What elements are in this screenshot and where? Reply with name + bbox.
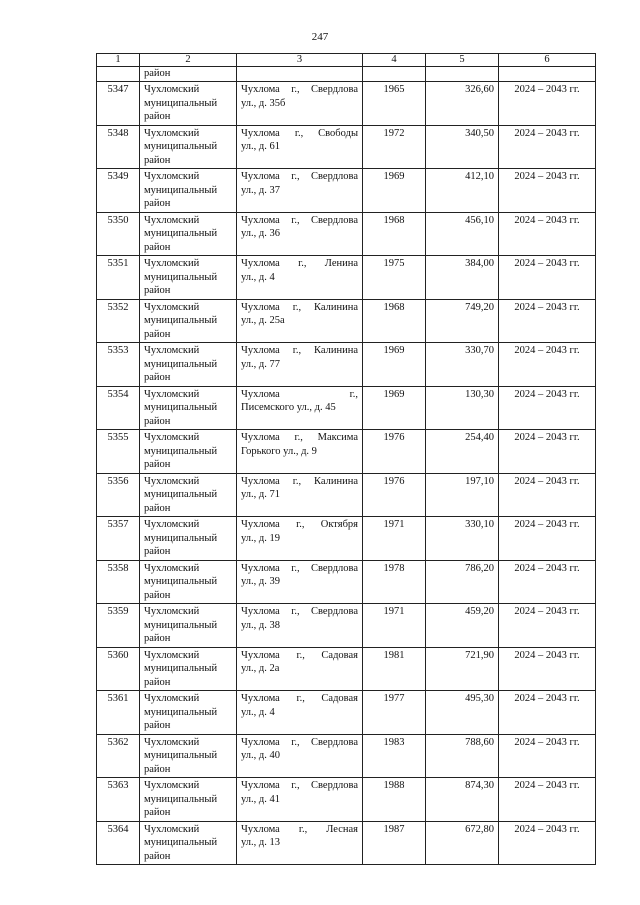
table-row: [97, 734, 596, 778]
table-row: [97, 82, 596, 126]
district-cell: [140, 430, 237, 474]
year-cell: 1977: [363, 691, 426, 735]
address-line: Чухлома г., Свердлова: [241, 606, 358, 617]
district-line: муниципальный: [144, 532, 218, 544]
address-line: ул., д. 4: [241, 271, 275, 283]
district-line: район: [144, 328, 171, 340]
district-cell: [140, 299, 237, 343]
row-number: 5349: [97, 169, 140, 213]
area-cell: 330,10: [426, 517, 499, 561]
year-cell: 1987: [363, 821, 426, 865]
district-cell: [140, 517, 237, 561]
area-cell: 456,10: [426, 212, 499, 256]
address-line: ул., д. 77: [241, 358, 280, 370]
address-cell: [237, 212, 363, 256]
district-line: муниципальный: [144, 619, 218, 631]
area-cell: 874,30: [426, 778, 499, 822]
district-line: муниципальный: [144, 358, 218, 370]
district-line: район: [144, 720, 171, 731]
address-line: Чухлома г., Калинина: [241, 475, 358, 487]
period-cell: 2024 – 2043 гг.: [499, 343, 596, 387]
district-cell: [140, 647, 237, 691]
row-number: 5356: [97, 473, 140, 517]
row-number: 5357: [97, 517, 140, 561]
district-line: муниципальный: [144, 576, 218, 587]
district-line: Чухломский: [144, 127, 200, 139]
period-cell: 2024 – 2043 гг.: [499, 169, 596, 213]
address-line: ул., д. 38: [241, 619, 280, 631]
period-cell: 2024 – 2043 гг.: [499, 560, 596, 604]
district-line: муниципальный: [144, 663, 218, 674]
area-cell: 130,30: [426, 386, 499, 430]
district-line: район: [144, 763, 171, 775]
row-number: 5350: [97, 212, 140, 256]
year-cell: 1971: [363, 517, 426, 561]
address-cell: [237, 560, 363, 604]
row-number: 5360: [97, 647, 140, 691]
table-row: [97, 256, 596, 300]
column-header-5: 5: [426, 54, 499, 67]
year-cell: 1976: [363, 473, 426, 517]
address-line: ул., д. 36: [241, 228, 280, 239]
row-number: 5351: [97, 256, 140, 300]
address-line: ул., д. 71: [241, 489, 280, 500]
period-cell: 2024 – 2043 гг.: [499, 517, 596, 561]
district-cell: [140, 343, 237, 387]
district-line: муниципальный: [144, 184, 218, 196]
column-header-3: 3: [237, 54, 363, 67]
area-cell: 340,50: [426, 125, 499, 169]
district-cell: [140, 82, 237, 126]
address-cell: [237, 386, 363, 430]
period-cell: 2024 – 2043 гг.: [499, 778, 596, 822]
area-cell: 326,60: [426, 82, 499, 126]
area-cell: 672,80: [426, 821, 499, 865]
address-cell: [237, 473, 363, 517]
row-number: 5354: [97, 386, 140, 430]
year-cell: 1971: [363, 604, 426, 648]
district-line: район: [144, 589, 171, 601]
address-line: Чухлома г., Лесная: [241, 823, 358, 835]
year-cell: 1975: [363, 256, 426, 300]
row-number: 5364: [97, 821, 140, 865]
address-line: Чухлома г., Садовая: [241, 649, 358, 661]
address-line: Чухлома г., Свердлова: [241, 562, 358, 574]
row-number: 5355: [97, 430, 140, 474]
table-row: [97, 430, 596, 474]
district-cell: [140, 560, 237, 604]
year-cell: 1983: [363, 734, 426, 778]
district-cell: [140, 473, 237, 517]
period-cell: 2024 – 2043 гг.: [499, 256, 596, 300]
period-cell: 2024 – 2043 гг.: [499, 299, 596, 343]
period-cell: 2024 – 2043 гг.: [499, 125, 596, 169]
district-line: Чухломский: [144, 432, 200, 443]
table-row: [97, 473, 596, 517]
area-cell: 786,20: [426, 560, 499, 604]
address-line: Чухлома г., Ленина: [241, 258, 358, 269]
address-line: Чухлома г.,: [241, 388, 358, 400]
area-cell: 721,90: [426, 647, 499, 691]
row-number: 5362: [97, 734, 140, 778]
district-line: район: [144, 676, 171, 688]
area-cell: 495,30: [426, 691, 499, 735]
period-cell: 2024 – 2043 гг.: [499, 430, 596, 474]
year-cell: 1981: [363, 647, 426, 691]
area-cell: 330,70: [426, 343, 499, 387]
address-line: Писемского ул., д. 45: [241, 402, 336, 413]
address-line: ул., д. 37: [241, 184, 280, 196]
district-cell: [140, 734, 237, 778]
address-line: Чухлома г., Октября: [241, 519, 358, 530]
address-line: ул., д. 40: [241, 750, 280, 761]
district-cell: [140, 604, 237, 648]
year-cell: 1968: [363, 299, 426, 343]
district-line: муниципальный: [144, 402, 218, 413]
district-line: район: [144, 850, 171, 862]
table-row: [97, 169, 596, 213]
address-line: ул., д. 61: [241, 141, 280, 152]
district-line: Чухломский: [144, 693, 200, 704]
period-cell: 2024 – 2043 гг.: [499, 734, 596, 778]
district-line: муниципальный: [144, 141, 218, 152]
column-header-6: 6: [499, 54, 596, 67]
district-line: район: [144, 285, 171, 296]
district-line: Чухломский: [144, 214, 200, 226]
area-cell: 788,60: [426, 734, 499, 778]
district-line: муниципальный: [144, 489, 218, 500]
area-cell: 384,00: [426, 256, 499, 300]
row-number: 5348: [97, 125, 140, 169]
address-cell: [237, 604, 363, 648]
table-row: [97, 517, 596, 561]
row-number: 5358: [97, 560, 140, 604]
district-line: Чухломский: [144, 258, 200, 269]
column-header-2: 2: [140, 54, 237, 67]
address-cell: [237, 169, 363, 213]
address-cell: [237, 821, 363, 865]
table-row: [97, 125, 596, 169]
table-row: [97, 604, 596, 648]
district-line: муниципальный: [144, 97, 218, 109]
period-cell: 2024 – 2043 гг.: [499, 82, 596, 126]
district-line: Чухломский: [144, 736, 200, 748]
column-number-row: [97, 54, 596, 67]
address-line: Горького ул., д. 9: [241, 445, 317, 457]
table-row: [97, 299, 596, 343]
table-row: [97, 343, 596, 387]
year-cell: 1976: [363, 430, 426, 474]
table-row: [97, 560, 596, 604]
district-line: муниципальный: [144, 837, 218, 848]
district-line: муниципальный: [144, 228, 218, 239]
continuation-row: [97, 67, 596, 82]
row-number: 5347: [97, 82, 140, 126]
row-number: 5353: [97, 343, 140, 387]
area-cell: 197,10: [426, 473, 499, 517]
address-cell: [237, 430, 363, 474]
address-line: Чухлома г., Калинина: [241, 301, 358, 313]
district-line: район: [144, 459, 171, 470]
district-line: Чухломский: [144, 345, 200, 356]
district-line: район: [144, 807, 171, 818]
district-line: район: [144, 111, 171, 122]
address-cell: [237, 778, 363, 822]
period-cell: 2024 – 2043 гг.: [499, 386, 596, 430]
period-cell: 2024 – 2043 гг.: [499, 473, 596, 517]
district-line: Чухломский: [144, 388, 200, 400]
address-line: Чухлома г., Свердлова: [241, 736, 358, 748]
year-cell: 1972: [363, 125, 426, 169]
district-line: Чухломский: [144, 780, 200, 791]
table-row: [97, 647, 596, 691]
district-cell: [140, 821, 237, 865]
district-line: Чухломский: [144, 823, 200, 835]
district-line: муниципальный: [144, 793, 218, 805]
period-cell: 2024 – 2043 гг.: [499, 647, 596, 691]
district-line: Чухломский: [144, 519, 200, 530]
district-line: муниципальный: [144, 750, 218, 761]
period-cell: 2024 – 2043 гг.: [499, 212, 596, 256]
address-line: Чухлома г., Свердлова: [241, 171, 358, 182]
district-line: Чухломский: [144, 562, 200, 574]
address-cell: [237, 125, 363, 169]
area-cell: 412,10: [426, 169, 499, 213]
row-number: 5363: [97, 778, 140, 822]
district-line: район: [144, 198, 171, 209]
address-line: ул., д. 39: [241, 576, 280, 587]
year-cell: 1978: [363, 560, 426, 604]
district-line: Чухломский: [144, 84, 200, 95]
address-line: ул., д. 19: [241, 532, 280, 544]
district-cell: [140, 256, 237, 300]
row-number: 5359: [97, 604, 140, 648]
district-line: район: [144, 241, 171, 253]
address-line: ул., д. 13: [241, 837, 280, 848]
district-line: Чухломский: [144, 649, 200, 661]
address-cell: [237, 343, 363, 387]
district-cell: [140, 691, 237, 735]
row-number: 5361: [97, 691, 140, 735]
column-header-1: 1: [97, 54, 140, 67]
address-cell: [237, 734, 363, 778]
address-line: Чухлома г., Свердлова: [241, 214, 358, 226]
column-header-4: 4: [363, 54, 426, 67]
year-cell: 1988: [363, 778, 426, 822]
district-line: муниципальный: [144, 271, 218, 283]
area-cell: 254,40: [426, 430, 499, 474]
district-line: район: [144, 372, 171, 383]
continuation-district: район: [140, 67, 237, 82]
district-line: район: [144, 633, 171, 644]
district-line: район: [144, 502, 171, 514]
district-line: район: [144, 546, 171, 557]
address-cell: [237, 691, 363, 735]
year-cell: 1969: [363, 386, 426, 430]
address-cell: [237, 256, 363, 300]
address-cell: [237, 647, 363, 691]
district-cell: [140, 212, 237, 256]
year-cell: 1969: [363, 169, 426, 213]
table-row: [97, 386, 596, 430]
address-line: Чухлома г., Свердлова: [241, 84, 358, 95]
table-row: [97, 691, 596, 735]
area-cell: 749,20: [426, 299, 499, 343]
district-cell: [140, 125, 237, 169]
district-line: муниципальный: [144, 706, 218, 718]
district-line: район: [144, 154, 171, 166]
district-line: муниципальный: [144, 445, 218, 457]
period-cell: 2024 – 2043 гг.: [499, 604, 596, 648]
address-line: Чухлома г., Максима: [241, 432, 358, 443]
address-line: ул., д. 35б: [241, 97, 286, 109]
address-line: Чухлома г., Калинина: [241, 345, 358, 356]
district-cell: [140, 386, 237, 430]
period-cell: 2024 – 2043 гг.: [499, 691, 596, 735]
district-line: Чухломский: [144, 606, 200, 617]
district-line: Чухломский: [144, 171, 200, 182]
district-line: муниципальный: [144, 315, 218, 326]
district-line: Чухломский: [144, 475, 200, 487]
row-number: 5352: [97, 299, 140, 343]
address-cell: [237, 517, 363, 561]
year-cell: 1965: [363, 82, 426, 126]
page-number: 247: [311, 31, 329, 43]
address-line: ул., д. 2а: [241, 663, 280, 674]
period-cell: 2024 – 2043 гг.: [499, 821, 596, 865]
district-line: район: [144, 415, 171, 427]
district-cell: [140, 778, 237, 822]
year-cell: 1968: [363, 212, 426, 256]
address-line: ул., д. 25а: [241, 315, 285, 326]
table-row: [97, 212, 596, 256]
address-line: ул., д. 4: [241, 706, 275, 718]
table-row: [97, 778, 596, 822]
address-line: ул., д. 41: [241, 793, 280, 805]
address-line: Чухлома г., Свердлова: [241, 780, 358, 791]
area-cell: 459,20: [426, 604, 499, 648]
table-row: [97, 821, 596, 865]
address-line: Чухлома г., Свободы: [241, 127, 358, 139]
housing-registry-table: [96, 53, 596, 865]
address-line: Чухлома г., Садовая: [241, 693, 358, 704]
address-cell: [237, 82, 363, 126]
district-line: Чухломский: [144, 301, 200, 313]
address-cell: [237, 299, 363, 343]
district-cell: [140, 169, 237, 213]
year-cell: 1969: [363, 343, 426, 387]
